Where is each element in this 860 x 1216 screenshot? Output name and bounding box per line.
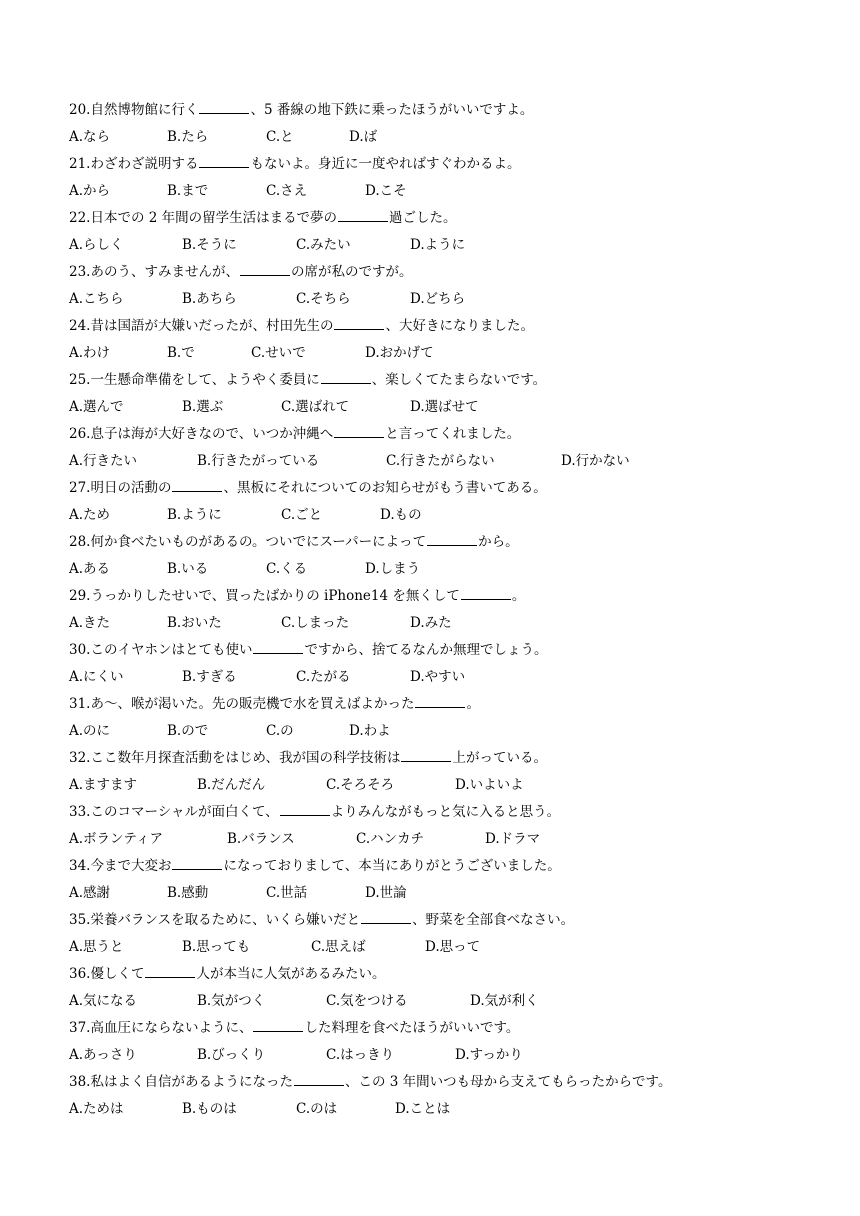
question-29 — [69, 583, 839, 637]
option-b[interactable]: B.ものは — [182, 1101, 237, 1117]
question-number: 32. — [69, 750, 91, 766]
question-text — [69, 97, 839, 124]
question-number: 21. — [69, 156, 91, 172]
answer-blank — [361, 909, 411, 924]
answer-blank — [427, 531, 477, 546]
answer-blank — [145, 963, 195, 978]
question-number: 27. — [69, 480, 91, 496]
option-c[interactable]: C.はっきり — [326, 1047, 395, 1063]
question-text — [69, 961, 839, 988]
options-row — [69, 232, 839, 259]
option-d[interactable]: D.いよいよ — [455, 777, 524, 793]
option-c[interactable]: C.思えば — [311, 939, 366, 955]
options-row — [69, 988, 839, 1015]
question-32 — [69, 745, 839, 799]
answer-blank — [338, 207, 388, 222]
option-a[interactable]: A.から — [69, 183, 111, 199]
option-b[interactable]: B.いる — [167, 561, 209, 577]
option-d[interactable]: D.すっかり — [455, 1047, 523, 1063]
option-b[interactable]: B.だんだん — [197, 777, 266, 793]
options-row — [69, 880, 839, 907]
question-37 — [69, 1015, 839, 1069]
answer-blank — [172, 477, 222, 492]
question-after: 、この 3 年間いつも母から支えてもらったからです。 — [344, 1074, 672, 1090]
option-b[interactable]: B.行きたがっている — [197, 453, 320, 469]
option-c[interactable]: C.行きたがらない — [386, 453, 495, 469]
question-before: 日本での 2 年間の留学生活はまるで夢の — [90, 210, 338, 226]
option-a[interactable]: A.なら — [69, 129, 111, 145]
question-after: 過ごした。 — [389, 210, 457, 226]
question-21 — [69, 151, 839, 205]
question-36 — [69, 961, 839, 1015]
option-c[interactable]: C.世話 — [266, 885, 308, 901]
option-a[interactable]: A.思うと — [69, 939, 124, 955]
question-after: の席が私のですが。 — [290, 264, 413, 280]
options-row — [69, 1042, 839, 1069]
options-row — [69, 502, 839, 529]
question-after: 、5 番線の地下鉄に乗ったほうがいいですよ。 — [250, 102, 534, 118]
answer-blank — [199, 153, 249, 168]
option-b[interactable]: B.まで — [167, 183, 209, 199]
option-b[interactable]: B.感動 — [167, 885, 209, 901]
question-text — [69, 691, 839, 718]
option-d[interactable]: D.思って — [425, 939, 481, 955]
option-c[interactable]: C.の — [266, 723, 294, 739]
options-row — [69, 286, 839, 313]
answer-blank — [199, 99, 249, 114]
option-a[interactable]: A.にくい — [69, 669, 124, 685]
question-text — [69, 313, 839, 340]
option-b[interactable]: B.で — [167, 345, 195, 361]
option-a[interactable]: A.わけ — [69, 345, 111, 361]
option-c[interactable]: C.たがる — [296, 669, 351, 685]
question-number: 36. — [69, 966, 91, 982]
question-after: になっておりまして、本当にありがとうございました。 — [223, 858, 561, 874]
option-b[interactable]: B.気がつく — [197, 993, 266, 1009]
answer-blank — [461, 585, 511, 600]
option-d[interactable]: D.どちら — [410, 291, 466, 307]
question-text — [69, 1015, 839, 1042]
option-a[interactable]: A.こちら — [69, 291, 124, 307]
question-before: 私はよく自信があるようになった — [90, 1074, 293, 1090]
question-after: 、野菜を全部食べなさい。 — [412, 912, 575, 928]
question-before: 栄養バランスを取るために、いくら嫌いだと — [90, 912, 361, 928]
option-c[interactable]: C.せいで — [251, 345, 306, 361]
option-d[interactable]: D.ことは — [395, 1101, 451, 1117]
question-before: 優しくて — [90, 966, 145, 982]
question-25 — [69, 367, 839, 421]
option-d[interactable]: D.やすい — [410, 669, 466, 685]
option-b[interactable]: B.おいた — [167, 615, 222, 631]
options-row — [69, 610, 839, 637]
option-c[interactable]: C.しまった — [281, 615, 350, 631]
question-after: 上がっている。 — [452, 750, 547, 766]
question-20 — [69, 97, 839, 151]
option-a[interactable]: A.あっさり — [69, 1047, 137, 1063]
question-text — [69, 1069, 839, 1096]
answer-blank — [334, 315, 384, 330]
question-33 — [69, 799, 839, 853]
option-d[interactable]: D.世論 — [365, 885, 407, 901]
option-c[interactable]: C.のは — [296, 1101, 338, 1117]
question-before: 自然博物館に行く — [90, 102, 199, 118]
option-c[interactable]: C.そちら — [296, 291, 351, 307]
question-text — [69, 853, 839, 880]
option-a[interactable]: A.のに — [69, 723, 111, 739]
question-after: ですから、捨てるなんか無理でしょう。 — [304, 642, 548, 658]
question-number: 31. — [69, 696, 91, 712]
question-31 — [69, 691, 839, 745]
question-30 — [69, 637, 839, 691]
option-a[interactable]: A.行きたい — [69, 453, 138, 469]
question-number: 20. — [69, 102, 91, 118]
option-b[interactable]: B.びっくり — [197, 1047, 266, 1063]
option-b[interactable]: B.すぎる — [182, 669, 237, 685]
option-b[interactable]: B.ので — [167, 723, 209, 739]
question-list — [69, 97, 839, 1123]
answer-blank — [294, 1071, 344, 1086]
question-before: 明日の活動の — [90, 480, 172, 496]
option-d[interactable]: D.しまう — [365, 561, 421, 577]
answer-blank — [334, 423, 384, 438]
option-d[interactable]: D.こそ — [365, 183, 407, 199]
question-after: 人が本当に人気があるみたい。 — [196, 966, 386, 982]
question-number: 34. — [69, 858, 91, 874]
option-b[interactable]: B.バランス — [227, 831, 295, 847]
question-24 — [69, 313, 839, 367]
question-before: 一生懸命準備をして、ようやく委員に — [90, 372, 320, 388]
option-a[interactable]: A.感謝 — [69, 885, 111, 901]
option-a[interactable]: A.らしく — [69, 237, 124, 253]
option-c[interactable]: C.みたい — [296, 237, 351, 253]
option-d[interactable]: D.みた — [410, 615, 452, 631]
question-text — [69, 529, 839, 556]
question-22 — [69, 205, 839, 259]
options-row — [69, 826, 839, 853]
option-c[interactable]: C.くる — [266, 561, 308, 577]
options-row — [69, 556, 839, 583]
option-b[interactable]: B.ように — [167, 507, 222, 523]
question-text — [69, 475, 839, 502]
question-after: 。 — [511, 588, 526, 604]
options-row — [69, 124, 839, 151]
options-row — [69, 178, 839, 205]
question-text — [69, 205, 839, 232]
question-after: から。 — [478, 534, 519, 550]
question-text — [69, 583, 839, 610]
question-before: このコマーシャルが面白くて、 — [90, 804, 279, 820]
option-d[interactable]: D.選ばせて — [410, 399, 479, 415]
answer-blank — [415, 693, 465, 708]
option-d[interactable]: D.ように — [410, 237, 466, 253]
option-d[interactable]: D.気が利く — [470, 993, 539, 1009]
question-text — [69, 745, 839, 772]
option-d[interactable]: D.もの — [380, 507, 422, 523]
question-26 — [69, 421, 839, 475]
question-before: 息子は海が大好きなので、いつか沖縄へ — [90, 426, 334, 442]
question-before: このイヤホンはとても使い — [90, 642, 253, 658]
question-number: 22. — [69, 210, 91, 226]
question-before: あのう、すみませんが、 — [90, 264, 239, 280]
question-before: ここ数年月探査活動をはじめ、我が国の科学技術は — [90, 750, 401, 766]
option-b[interactable]: B.そうに — [182, 237, 237, 253]
option-c[interactable]: C.と — [266, 129, 294, 145]
options-row — [69, 394, 839, 421]
question-after: 、黒板にそれについてのお知らせがもう書いてある。 — [223, 480, 547, 496]
options-row — [69, 664, 839, 691]
question-number: 33. — [69, 804, 91, 820]
question-after: 。 — [466, 696, 480, 712]
question-after: した料理を食べたほうがいいです。 — [304, 1020, 520, 1036]
question-38 — [69, 1069, 839, 1123]
option-b[interactable]: B.たら — [167, 129, 209, 145]
question-number: 38. — [69, 1074, 91, 1090]
option-a[interactable]: A.ボランティア — [69, 831, 163, 847]
question-after: もないよ。身近に一度やればすぐわかるよ。 — [250, 156, 521, 172]
question-text — [69, 799, 839, 826]
options-row — [69, 1096, 839, 1123]
options-row — [69, 448, 839, 475]
question-28 — [69, 529, 839, 583]
question-number: 24. — [69, 318, 91, 334]
question-number: 29. — [69, 588, 91, 604]
answer-blank — [253, 1017, 303, 1032]
option-a[interactable]: A.気になる — [69, 993, 138, 1009]
question-after: よりみんながもっと気に入ると思う。 — [330, 804, 561, 820]
question-text — [69, 367, 839, 394]
question-number: 26. — [69, 426, 91, 442]
option-d[interactable]: D.行かない — [561, 453, 630, 469]
question-text — [69, 637, 839, 664]
options-row — [69, 340, 839, 367]
option-a[interactable]: A.ますます — [69, 777, 138, 793]
option-c[interactable]: C.そろそろ — [326, 777, 395, 793]
options-row — [69, 934, 839, 961]
question-23 — [69, 259, 839, 313]
question-number: 28. — [69, 534, 91, 550]
question-before: 何か食べたいものがあるの。ついでにスーパーによって — [90, 534, 427, 550]
answer-blank — [253, 639, 303, 654]
question-27 — [69, 475, 839, 529]
option-c[interactable]: C.ハンカチ — [356, 831, 425, 847]
question-before: わざわざ説明する — [90, 156, 199, 172]
question-number: 37. — [69, 1020, 91, 1036]
question-35 — [69, 907, 839, 961]
question-text — [69, 259, 839, 286]
answer-blank — [401, 747, 451, 762]
answer-blank — [240, 261, 290, 276]
answer-blank — [280, 801, 330, 816]
question-number: 30. — [69, 642, 91, 658]
option-c[interactable]: C.気をつける — [326, 993, 408, 1009]
options-row — [69, 772, 839, 799]
question-number: 25. — [69, 372, 91, 388]
option-d[interactable]: D.ば — [349, 129, 378, 145]
option-a[interactable]: A.ためは — [69, 1101, 124, 1117]
option-a[interactable]: A.きた — [69, 615, 111, 631]
option-d[interactable]: D.わよ — [349, 723, 391, 739]
option-b[interactable]: B.あちら — [182, 291, 237, 307]
question-before: 今まで大変お — [90, 858, 172, 874]
option-a[interactable]: A.ため — [69, 507, 111, 523]
option-a[interactable]: A.選んで — [69, 399, 124, 415]
option-d[interactable]: D.おかげて — [365, 345, 434, 361]
option-a[interactable]: A.ある — [69, 561, 111, 577]
option-d[interactable]: D.ドラマ — [485, 831, 541, 847]
question-before: 高血圧にならないように、 — [90, 1020, 253, 1036]
question-after: 、楽しくてたまらないです。 — [371, 372, 547, 388]
question-before: あ～、喉が渇いた。先の販売機で水を買えばよかった — [90, 696, 415, 712]
question-text — [69, 151, 839, 178]
option-b[interactable]: B.思っても — [182, 939, 251, 955]
answer-blank — [172, 855, 222, 870]
question-before: 昔は国語が大嫌いだったが、村田先生の — [90, 318, 334, 334]
option-c[interactable]: C.ごと — [281, 507, 323, 523]
option-c[interactable]: C.選ばれて — [281, 399, 350, 415]
question-text — [69, 421, 839, 448]
question-before: うっかりしたせいで、買ったばかりの iPhone14 を無くして — [90, 588, 460, 604]
answer-blank — [321, 369, 371, 384]
option-b[interactable]: B.選ぶ — [182, 399, 224, 415]
question-after: 、大好きになりました。 — [385, 318, 534, 334]
options-row — [69, 718, 839, 745]
question-number: 35. — [69, 912, 91, 928]
question-34 — [69, 853, 839, 907]
question-after: と言ってくれました。 — [385, 426, 521, 442]
question-number: 23. — [69, 264, 91, 280]
question-text — [69, 907, 839, 934]
option-c[interactable]: C.さえ — [266, 183, 308, 199]
